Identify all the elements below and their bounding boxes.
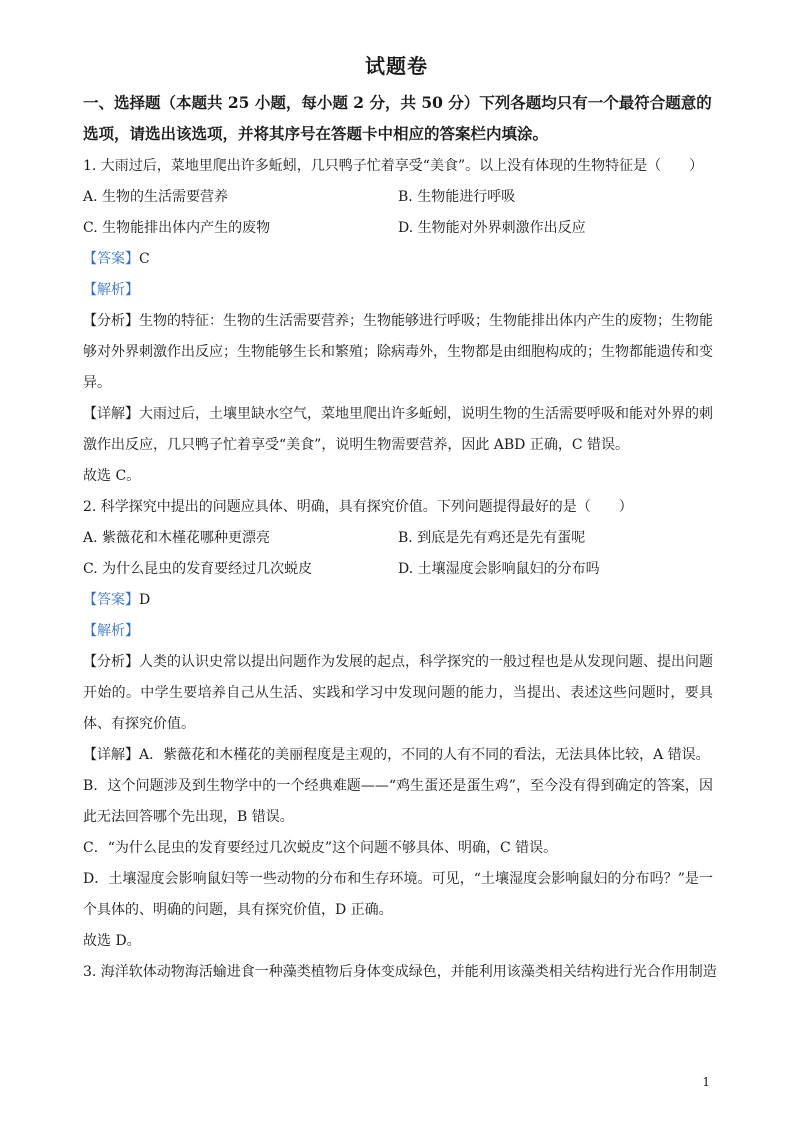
detail-tag: 【详解】 — [83, 406, 139, 422]
question-2-option-d: D. 土壤湿度会影响鼠妇的分布吗 — [398, 561, 600, 577]
question-1-option-a: A. 生物的生活需要营养 — [83, 189, 229, 205]
fenxi-tag: 【分析】 — [83, 313, 139, 329]
question-1-conclusion: 故选 C。 — [83, 468, 141, 484]
question-2-detail-c: C．“为什么昆虫的发育要经过几次蜕皮”这个问题不够具体、明确，C 错误。 — [83, 840, 558, 856]
question-2-options-row-2 — [83, 554, 713, 585]
page-number: 1 — [702, 1075, 710, 1089]
question-1-analysis-tag: 【解析】 — [83, 282, 139, 298]
question-2-stem: 2. 科学探究中提出的问题应具体、明确，具有探究价值。下列问题提得最好的是（ ） — [83, 499, 633, 515]
question-1-option-b: B. 生物能进行呼吸 — [398, 189, 516, 205]
answer-tag: 【答案】 — [83, 251, 139, 267]
question-2-options-row-1 — [83, 523, 713, 554]
question-1-options-row-1 — [83, 182, 713, 213]
answer-value: D — [139, 592, 151, 608]
fenxi-tag: 【分析】 — [83, 654, 139, 670]
question-2-detail-b: B．这个问题涉及到生物学中的一个经典难题——“鸡生蛋还是蛋生鸡”，至今没有得到确定的答案，因此无法回答哪个先出现，B 错误。 — [83, 778, 713, 825]
fenxi-text: 生物的特征：生物的生活需要营养；生物能够进行呼吸；生物能排出体内产生的废物；生物能够对外界刺激作出反应；生物能够生长和繁殖；除病毒外，生物都是由细胞构成的；生物都能遗传和变异。 — [83, 313, 713, 391]
question-2-answer — [83, 585, 713, 616]
question-2-fenxi — [83, 647, 713, 740]
question-2-option-b: B. 到底是先有鸡还是先有蛋呢 — [398, 530, 586, 546]
question-1-detail — [83, 399, 713, 461]
question-1 — [83, 151, 713, 492]
fenxi-text: 人类的认识史常以提出问题作为发展的起点，科学探究的一般过程也是从发现问题、提出问题开始的。中学生要培养自己从生活、实践和学习中发现问题的能力，当提出、表述这些问题时，要具体、有探究价值。 — [83, 654, 713, 732]
question-1-option-c: C. 生物能排出体内产生的废物 — [83, 220, 271, 236]
question-3 — [83, 957, 717, 988]
page-title: 试题卷 — [365, 54, 428, 78]
detail-tag: 【详解】 — [83, 747, 139, 763]
section-header: 一、选择题（本题共 25 小题，每小题 2 分，共 50 分）下列各题均只有一个最符合题意的选项，请选出该选项，并将其序号在答题卡中相应的答案栏内填涂。 — [83, 93, 712, 143]
question-1-answer — [83, 244, 713, 275]
question-2-detail-a — [83, 740, 713, 771]
answer-tag: 【答案】 — [83, 592, 139, 608]
question-2-detail-d: D．土壤湿度会影响鼠妇等一些动物的分布和生存环境。可见，“土壤湿度会影响鼠妇的分布吗？”是一个具体的、明确的问题，具有探究价值，D 正确。 — [83, 871, 713, 918]
detail-text: 大雨过后，土壤里缺水空气，菜地里爬出许多蚯蚓，说明生物的生活需要呼吸和能对外界的刺激作出反应，几只鸭子忙着享受“美食”，说明生物需要营养，因此 ABD 正确，C 错误。 — [83, 406, 713, 453]
answer-value: C — [139, 251, 150, 267]
detail-text: A．紫薇花和木槿花的美丽程度是主观的，不同的人有不同的看法，无法具体比较，A 错误。 — [139, 747, 710, 763]
question-1-options-row-2 — [83, 213, 713, 244]
question-2-option-c: C. 为什么昆虫的发育要经过几次蜕皮 — [83, 561, 313, 577]
question-3-stem: 3. 海洋软体动物海活蝓进食一种藻类植物后身体变成绿色，并能利用该藻类相关结构进行光合作用制造 — [83, 964, 717, 980]
question-1-option-d: D. 生物能对外界刺激作出反应 — [398, 220, 586, 236]
question-2-conclusion: 故选 D。 — [83, 933, 141, 949]
question-2-analysis-tag: 【解析】 — [83, 623, 139, 639]
question-2 — [83, 492, 713, 957]
question-2-option-a: A. 紫薇花和木槿花哪种更漂亮 — [83, 530, 271, 546]
document-body — [83, 87, 717, 988]
question-1-fenxi — [83, 306, 713, 399]
question-1-stem: 1. 大雨过后，菜地里爬出许多蚯蚓，几只鸭子忙着享受“美食”。以上没有体现的生物特征是（ ） — [83, 158, 704, 174]
